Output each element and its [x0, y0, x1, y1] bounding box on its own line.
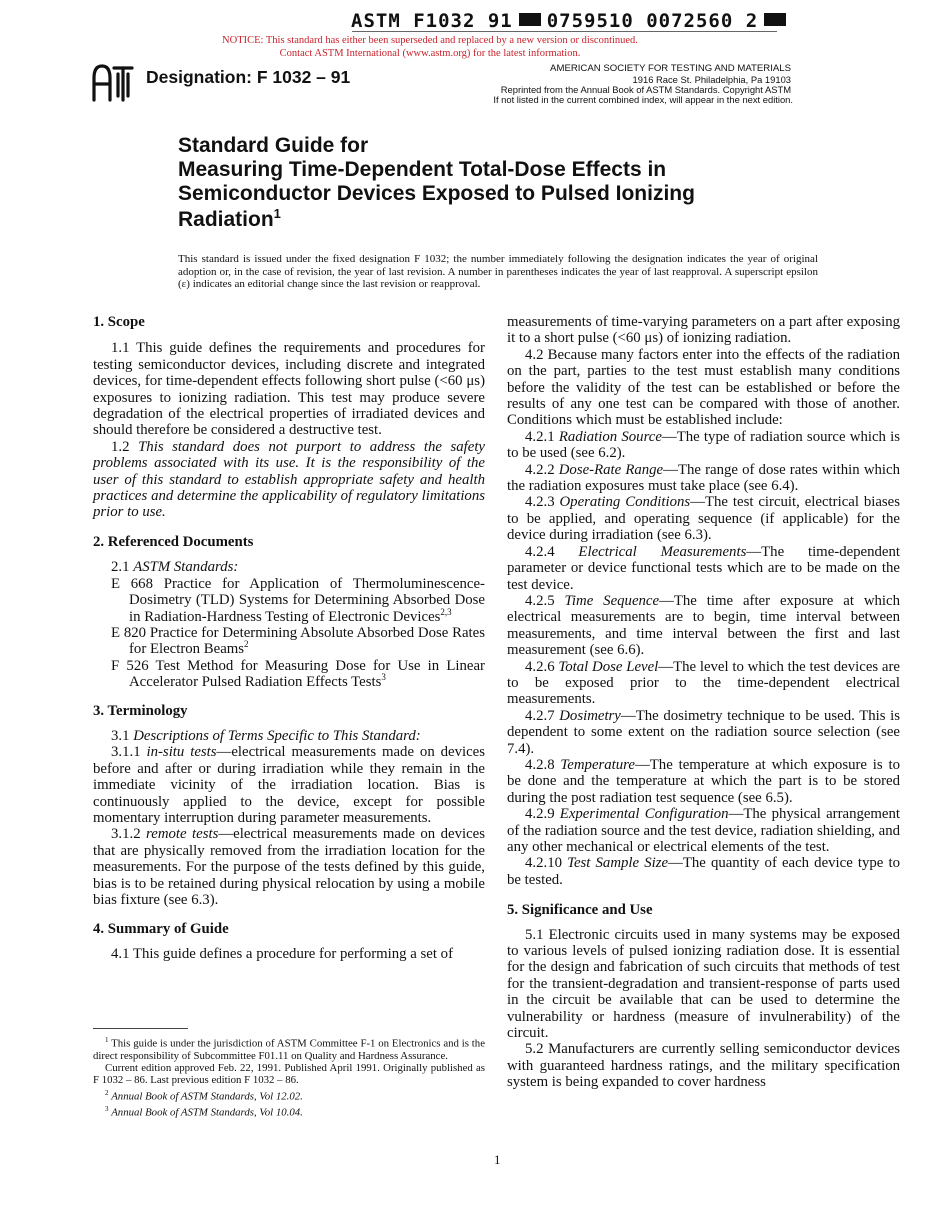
paragraph-5-2: 5.2 Manufacturers are currently selling semiconductor devices with guaranteed hardness ratings, and the military specification system is being expanded to cover hardness [507, 1041, 900, 1091]
paragraph-1-1: 1.1 This guide defines the requirements and procedures for testing semiconductor devices, including discrete and integrated devices, for time-dependent effects following short pulse (<60 μs) exposures to ionizing radiation. This test may produce severe degradation of the electrical properties of irradiated devices and should therefore be considered a destructive test. [93, 340, 485, 439]
condition-term: Experimental Configuration [559, 806, 729, 823]
safety-caveat: This standard does not purport to address the safety problems associated with its use. It is the responsibility of the user of this standard to establish appropriate safety and health practices and determine the applicability of regulatory limitations prior to use. [93, 438, 485, 521]
paragraph-3-1 [93, 728, 485, 744]
reference-footnote-mark: 3 [381, 672, 386, 683]
paragraph-number: 4.2.5 [525, 592, 555, 609]
condition-item [507, 593, 900, 659]
condition-text: —The temperature at which exposure is to be done and the temperature at which the part is to be stored during the post radiation test sequence (see 6.5). [507, 756, 900, 806]
astm-standards-label: ASTM Standards: [133, 559, 239, 576]
footnote-3 [93, 1103, 485, 1119]
document-code-part2: 0759510 0072560 2 [546, 10, 759, 32]
condition-term: Dose-Rate Range [558, 461, 664, 478]
condition-term: Electrical Measurements [578, 543, 747, 560]
publisher-line-1: AMERICAN SOCIETY FOR TESTING AND MATERIALS [550, 63, 791, 74]
paragraph-4-2: 4.2 Because many factors enter into the effects of the radiation on the part, parties to the test must establish many conditions before the validity of the test can be established or before the results of any one test can be compared with those of another. Conditions which must be established include: [507, 346, 900, 429]
footnote-text: Annual Book of ASTM Standards, Vol 10.04. [111, 1106, 303, 1119]
reference-footnote-mark: 2,3 [440, 606, 452, 617]
notice-line-1: NOTICE: This standard has either been superseded and replaced by a new version or discontinued. [222, 35, 638, 46]
term-definition: —electrical measurements made on devices that are physically removed from the irradiation location for the measurements. For the purpose of the tests defined by this guide, bias is to be retained during physical relocation by using a mobile bias fixture (see 6.3). [93, 826, 485, 908]
title-line-1: Standard Guide for [178, 134, 369, 157]
condition-term: Total Dose Level [558, 658, 659, 675]
condition-text: —The physical arrangement of the radiation source and the test device, radiation shielding, and any other mechanical or electrical elements of the test. [507, 806, 901, 855]
issued-statement: This standard is issued under the fixed designation F 1032; the number immediately following the designation indicates the year of original adoption or, in the case of revision, the year of last revision. A number in parentheses indicates the year of last reapproval. A superscript epsilon (ε) indicates an editorial change since the last revision or reapproval. [178, 253, 818, 291]
condition-term: Dosimetry [559, 707, 621, 724]
condition-term: Test Sample Size [567, 855, 669, 872]
document-code-line [351, 10, 792, 32]
paragraph-number: 4.2.7 [525, 707, 555, 724]
paragraph-3-1-1 [93, 744, 485, 826]
paragraph-number: 4.2.3 [525, 494, 555, 511]
condition-text: —The time-dependent parameter or device functional tests which are to be made on the test device. [507, 543, 900, 593]
condition-text: —The range of dose rates within which the radiation exposures must take place (see 6.4). [507, 461, 900, 495]
condition-item [507, 429, 900, 462]
paragraph-number: 3.1 [111, 727, 130, 744]
condition-term: Radiation Source [558, 428, 662, 445]
reference-footnote-mark: 2 [244, 639, 249, 650]
term-definition: —electrical measurements made on devices before and after or during irradiation while they remain in the immediate vicinity of the irradiation location. Bias is continuously applied to the device, except for possible momentary interruption during parameter measurements. [93, 744, 485, 826]
reference-item [111, 658, 485, 691]
header-rule [352, 31, 777, 32]
condition-item [507, 855, 900, 888]
publisher-line-2: 1916 Race St. Philadelphia, Pa 19103 [632, 74, 791, 85]
paragraph-number: 2.1 [111, 559, 130, 576]
reference-text: F 526 Test Method for Measuring Dose for Use in Linear Accelerator Pulsed Radiation Effects Tests [111, 657, 485, 691]
condition-item [507, 494, 900, 543]
condition-text: —The dosimetry technique to be used. This is dependent to some extent on the radiation source selection (see 7.4). [507, 707, 900, 757]
footnote-1 [93, 1034, 485, 1062]
paragraph-number: 4.2.2 [525, 461, 555, 478]
condition-text: —The test circuit, electrical biases to be applied, and operating sequence (if applicable) for the device during irradiation (see 6.3). [507, 494, 901, 544]
paragraph-number: 3.1.1 [111, 744, 141, 761]
paragraph-2-1 [93, 559, 485, 575]
code-block-mark [519, 13, 541, 26]
paragraph-4-1-start: 4.1 This guide defines a procedure for performing a set of [111, 945, 453, 962]
paragraph-number: 4.2.9 [525, 806, 555, 823]
paragraph-number: 4.2.10 [525, 855, 562, 872]
reference-item [111, 576, 485, 625]
term: remote tests [146, 826, 219, 843]
condition-item [507, 708, 900, 757]
title-footnote-mark: 1 [273, 206, 281, 221]
current-edition-note: Current edition approved Feb. 22, 1991. Published April 1991. Originally published as F 1032 – 86. Last previous edition F 1032 – 86. [93, 1062, 485, 1087]
condition-text: —The level to which the test devices are to be exposed prior to the time-dependent electrical measurements. [507, 658, 900, 708]
astm-logo [88, 60, 136, 104]
paragraph-number: 4.2.4 [525, 543, 555, 560]
footnote-mark: 2 [105, 1088, 109, 1097]
term: in-situ tests [146, 744, 217, 761]
paragraph-number: 1.2 [111, 438, 130, 455]
condition-item [507, 659, 900, 708]
paragraph-number: 4.2.1 [525, 428, 555, 445]
section-heading-significance: 5. Significance and Use [507, 902, 653, 919]
section-heading-summary: 4. Summary of Guide [93, 921, 229, 938]
footnote-mark: 3 [105, 1104, 109, 1113]
paragraph-number: 4.2.8 [525, 756, 555, 773]
publisher-line-3: Reprinted from the Annual Book of ASTM Standards. Copyright ASTM [500, 84, 791, 95]
footnote-mark: 1 [105, 1036, 109, 1044]
page-number: 1 [494, 1152, 501, 1167]
designation: Designation: F 1032 – 91 [146, 67, 351, 87]
condition-term: Time Sequence [564, 592, 660, 609]
title-line-4 [178, 206, 281, 232]
condition-text: —The quantity of each device type to be tested. [507, 855, 900, 888]
condition-item [507, 806, 900, 855]
title-line-3: Semiconductor Devices Exposed to Pulsed Ionizing [178, 182, 695, 205]
section-heading-referenced: 2. Referenced Documents [93, 533, 254, 550]
publisher-line-4: If not listed in the current combined index, will appear in the next edition. [493, 94, 793, 105]
code-block-mark [764, 13, 786, 26]
footnote-rule [93, 1028, 188, 1029]
condition-term: Operating Conditions [559, 494, 691, 511]
terms-label: Descriptions of Terms Specific to This Standard: [133, 727, 421, 744]
document-code-part1: ASTM F1032 91 [351, 10, 513, 32]
title-line-2: Measuring Time-Dependent Total-Dose Effects in [178, 158, 667, 181]
footnote-text: Annual Book of ASTM Standards, Vol 12.02. [111, 1090, 303, 1103]
paragraph-4-1-cont: measurements of time-varying parameters on a part after exposing it to a short pulse (<60 μs) of ionizing radiation. [507, 314, 900, 347]
footnotes [93, 1034, 485, 1119]
paragraph-3-1-2 [93, 826, 485, 908]
condition-term: Temperature [560, 756, 635, 773]
notice-line-2: Contact ASTM International (www.astm.org) for the latest information. [279, 48, 581, 59]
right-column [507, 314, 900, 1091]
paragraph-number: 3.1.2 [111, 826, 141, 843]
condition-text: —The time after exposure at which electrical measurements are to begin, time interval between measurements, and time interval between the first and last measurement (see 6.6). [507, 592, 901, 659]
reference-text: E 820 Practice for Determining Absolute Absorbed Dose Rates for Electron Beams [111, 624, 485, 658]
condition-item [507, 544, 900, 593]
section-heading-terminology: 3. Terminology [93, 702, 188, 719]
condition-item [507, 757, 900, 806]
footnote-text: This guide is under the jurisdiction of ASTM Committee F-1 on Electronics and is the direct responsibility of Subcommittee F01.11 on Quality and Hardness Assurance. [93, 1037, 485, 1062]
condition-text: —The type of radiation source which is to be used (see 6.2). [507, 428, 900, 462]
paragraph-5-1: 5.1 Electronic circuits used in many systems may be exposed to various levels of pulsed ionizing radiation dose. It is essential for the design and fabrication of such circuits that methods of test for the transient-degradation and transient-response of parts used in the circuit be available that can be used to determine the vulnerability or hardness (measure of invulnerability) of the circuit. [507, 926, 900, 1042]
footnote-2 [93, 1087, 485, 1103]
condition-item [507, 462, 900, 495]
section-heading-scope: 1. Scope [93, 314, 145, 330]
left-column [93, 314, 485, 962]
reference-text: E 668 Practice for Application of Thermoluminescence-Dosimetry (TLD) Systems for Determining Absorbed Dose in Radiation-Hardness Testing of Electronic Devices [111, 575, 485, 625]
paragraph-1-2 [93, 439, 485, 521]
reference-item [111, 625, 485, 658]
paragraph-number: 4.2.6 [525, 658, 555, 675]
title-line-4-text: Radiation [178, 208, 274, 231]
